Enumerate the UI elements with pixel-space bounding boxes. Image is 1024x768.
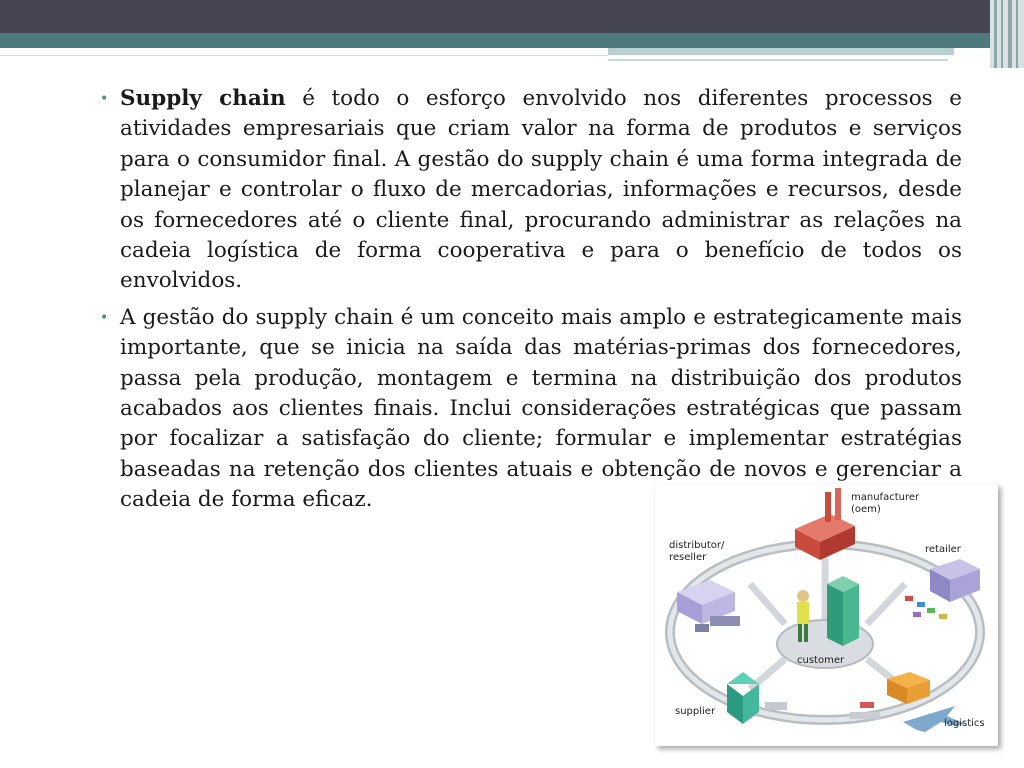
header-stripe [1016,0,1018,68]
bullet-text: A gestão do supply chain é um conceito mais amplo e estrategicamente mais importante, que se inicia na saída das matérias-primas dos fornecedores, passa pela produção, montagem e termina na distribuição dos produtos acabados aos clientes finais. Inclui considerações estratégicas que passam por focalizar a satisfação do cliente; formular e implementar estratégias baseadas na retenção dos clientes atuais e obtenção de novos e gerenciar a cadeia de forma eficaz. [120,304,962,513]
header-stripe [1008,0,1012,68]
header-accent-band [608,48,954,55]
label-customer: customer [797,655,845,666]
label-logistics: logistics [944,718,985,729]
header-stripe [1001,0,1003,68]
bullet-lead: Supply chain [120,86,286,111]
supply-chain-diagram [655,484,998,746]
slide-body [100,84,962,522]
label-distributor: distributor/ reseller [669,540,725,563]
store-icon [905,559,980,619]
customer-icon [797,576,859,646]
bullet-text: é todo o esforço envolvido nos diferentes processos e atividades empresariais que criam valor na forma de produtos e serviços para o consumidor final. A gestão do supply chain é uma forma integrada de planejar e controlar o fluxo de mercadorias, informações e recursos, desde os fornecedores até o cliente final, procurando administrar as relações na cadeia logística de forma cooperativa e para o benefício de todos os envolvidos. [120,86,963,294]
label-manufacturer: manufacturer (oem) [851,492,920,515]
label-retailer: retailer [925,544,961,555]
header-accent-line [608,59,948,61]
bullet-icon: • [100,309,109,326]
header-teal-band [0,33,1024,48]
bullet-list [100,84,962,516]
header-dark-band [0,0,1024,33]
header-divider [0,55,608,56]
header-stripe [994,0,997,68]
bullet-icon: • [100,91,109,107]
label-supplier: supplier [675,706,716,717]
bullet-item [100,84,962,297]
